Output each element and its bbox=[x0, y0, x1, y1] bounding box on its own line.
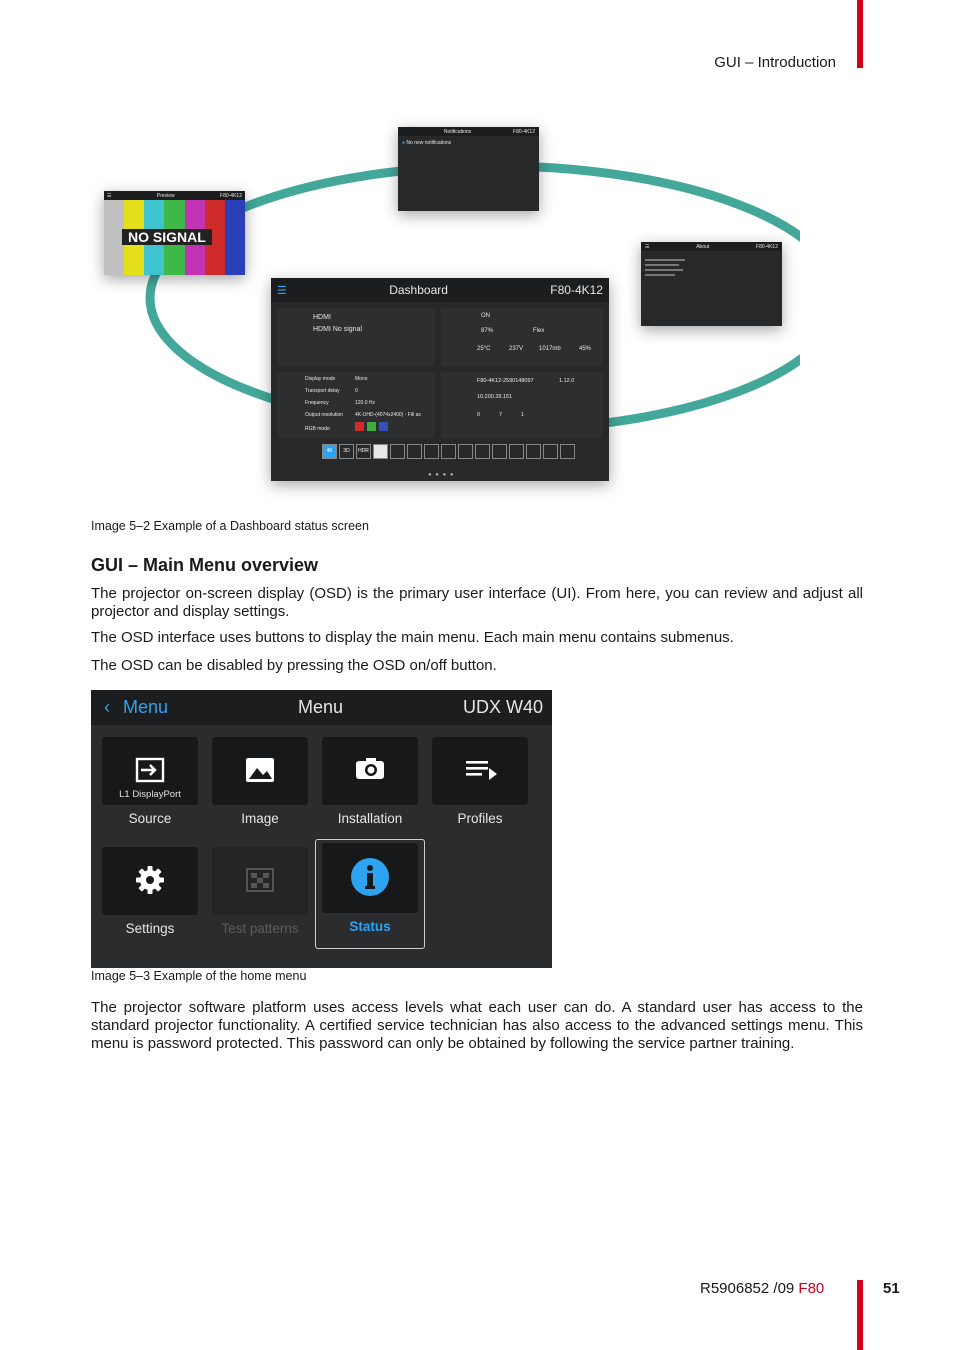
notifications-title: Notifications bbox=[443, 128, 472, 135]
counter-2: 7 bbox=[499, 412, 503, 418]
projector-icon bbox=[355, 755, 385, 785]
document-reference bbox=[700, 1280, 824, 1297]
preview-model: F80-4K12 bbox=[220, 192, 242, 199]
tile-image[interactable] bbox=[212, 737, 308, 805]
about-model: F80-4K12 bbox=[756, 243, 778, 250]
section-header: GUI – Introduction bbox=[714, 54, 836, 71]
tile-test-patterns-label: Test patterns bbox=[221, 921, 299, 936]
menu-icon: ☰ bbox=[645, 243, 650, 250]
closing-paragraph: The projector software platform uses access levels what each user can do. A standard user has access to the standard projector functionality. A certified service technician has also access to the advanced settings menu. This menu is password protected. This password can only be obtained by following the service partner training. bbox=[91, 999, 863, 1052]
row-display-mode: Display mode bbox=[305, 376, 336, 382]
preview-title: Preview bbox=[156, 192, 175, 199]
top-red-bar bbox=[857, 0, 863, 68]
rgb-swatch bbox=[367, 422, 376, 431]
tile-source[interactable] bbox=[102, 737, 198, 805]
tile-installation[interactable] bbox=[322, 737, 418, 805]
profiles-icon bbox=[465, 755, 499, 785]
display-quadrant bbox=[277, 372, 435, 438]
feature-icon bbox=[441, 444, 456, 459]
feature-icon bbox=[543, 444, 558, 459]
image-icon bbox=[245, 755, 275, 785]
transport-delay-value: 0 bbox=[355, 388, 358, 394]
feature-icon: 3D bbox=[339, 444, 354, 459]
temperature: 25°C bbox=[477, 346, 491, 352]
menu-icon[interactable]: ☰ bbox=[277, 284, 287, 297]
page-dots: ● ● ● ● bbox=[428, 472, 455, 478]
row-output-resolution: Output resolution bbox=[305, 412, 344, 418]
feature-icon bbox=[390, 444, 405, 459]
back-button[interactable]: Menu bbox=[123, 697, 169, 717]
menu-title: Menu bbox=[298, 697, 344, 717]
dashboard-figure bbox=[100, 120, 800, 510]
source-quadrant bbox=[277, 308, 435, 366]
paragraph-1: The projector on-screen display (OSD) is the primary user interface (UI). From here, you can review and adjust all projector and display settings. bbox=[91, 585, 863, 620]
bottom-red-bar bbox=[857, 1280, 863, 1350]
gear-icon bbox=[135, 865, 165, 895]
output-resolution-value: 4K-UHD-(4074x2400) · Fill as bbox=[355, 412, 421, 418]
rgb-swatch bbox=[355, 422, 364, 431]
menu-topbar bbox=[91, 690, 552, 725]
page-number: 51 bbox=[883, 1280, 900, 1297]
tile-settings-label: Settings bbox=[125, 921, 175, 936]
humidity: 45% bbox=[579, 346, 592, 352]
airflow: 1017mb bbox=[539, 346, 561, 352]
tile-status-label: Status bbox=[349, 919, 391, 934]
network-quadrant bbox=[441, 372, 603, 438]
doc-number: R5906852 /09 bbox=[700, 1280, 795, 1297]
feature-icon bbox=[509, 444, 524, 459]
tile-test-patterns bbox=[212, 847, 308, 915]
about-title: About bbox=[696, 243, 710, 250]
voltage: 237V bbox=[509, 346, 524, 352]
frequency-value: 120.0 Hz bbox=[355, 400, 376, 406]
rgb-swatch bbox=[379, 422, 388, 431]
section-title: GUI – Main Menu overview bbox=[91, 555, 319, 575]
source-icon bbox=[135, 755, 165, 785]
feature-icon bbox=[458, 444, 473, 459]
tile-image-label: Image bbox=[241, 811, 279, 826]
feature-icon-row bbox=[322, 444, 575, 459]
firmware-version: 1.12.0 bbox=[559, 378, 575, 384]
tile-installation-label: Installation bbox=[337, 811, 403, 826]
figure1-caption: Image 5–2 Example of a Dashboard status screen bbox=[91, 519, 369, 533]
about-lines bbox=[645, 256, 775, 279]
source-signal: HDMI No signal bbox=[313, 326, 363, 333]
dashboard-panel bbox=[271, 278, 609, 481]
tile-status[interactable] bbox=[322, 843, 418, 913]
notifications-panel bbox=[398, 127, 539, 211]
preview-panel bbox=[104, 191, 245, 275]
rgb-swatches bbox=[355, 422, 388, 431]
feature-icon bbox=[373, 444, 388, 459]
status-quadrant bbox=[441, 308, 603, 366]
power-status: ON bbox=[481, 313, 490, 319]
feature-icon bbox=[492, 444, 507, 459]
light-mode: Flex bbox=[533, 328, 545, 334]
figure2-caption: Image 5–3 Example of the home menu bbox=[91, 969, 307, 983]
no-signal-label: NO SIGNAL bbox=[122, 229, 212, 245]
display-mode-value: Mono bbox=[355, 376, 368, 382]
dashboard-model: F80-4K12 bbox=[550, 283, 603, 297]
source-input: HDMI bbox=[313, 314, 331, 321]
feature-icon bbox=[526, 444, 541, 459]
notifications-line: ● No new notifications bbox=[402, 140, 452, 146]
projector-model: UDX W40 bbox=[462, 697, 543, 717]
dashboard-title: Dashboard bbox=[389, 283, 448, 297]
product-name: F80 bbox=[798, 1280, 825, 1297]
counter-1: 0 bbox=[477, 412, 481, 418]
feature-icon: HDR bbox=[356, 444, 371, 459]
light-output: 87% bbox=[481, 328, 494, 334]
ip-address: 10.200.28.151 bbox=[477, 394, 513, 400]
feature-icon bbox=[475, 444, 490, 459]
projector-name: F80-4K12-2590148097 bbox=[477, 378, 534, 384]
row-frequency: Frequency bbox=[305, 400, 329, 406]
feature-icon bbox=[560, 444, 575, 459]
feature-icon bbox=[424, 444, 439, 459]
info-icon bbox=[350, 857, 390, 897]
tile-profiles[interactable] bbox=[432, 737, 528, 805]
feature-icon: 4K bbox=[322, 444, 337, 459]
home-menu bbox=[91, 690, 552, 968]
about-panel bbox=[641, 242, 782, 326]
tile-settings[interactable] bbox=[102, 847, 198, 915]
row-rgb-mode: RGB mode bbox=[305, 426, 330, 432]
menu-icon: ☰ bbox=[107, 192, 112, 199]
row-transport-delay: Transport delay bbox=[305, 388, 340, 394]
counter-3: 1 bbox=[521, 412, 525, 418]
back-chevron-icon[interactable]: ‹ bbox=[104, 697, 110, 717]
source-sub-label: L1 DisplayPort bbox=[119, 789, 181, 800]
tile-profiles-label: Profiles bbox=[457, 811, 503, 826]
test-pattern-icon bbox=[245, 865, 275, 895]
notifications-model: F80-4K12 bbox=[513, 128, 535, 135]
paragraph-2: The OSD interface uses buttons to display the main menu. Each main menu contains submenus. bbox=[91, 629, 734, 646]
tile-source-label: Source bbox=[128, 811, 172, 826]
feature-icon bbox=[407, 444, 422, 459]
paragraph-3: The OSD can be disabled by pressing the OSD on/off button. bbox=[91, 657, 497, 674]
